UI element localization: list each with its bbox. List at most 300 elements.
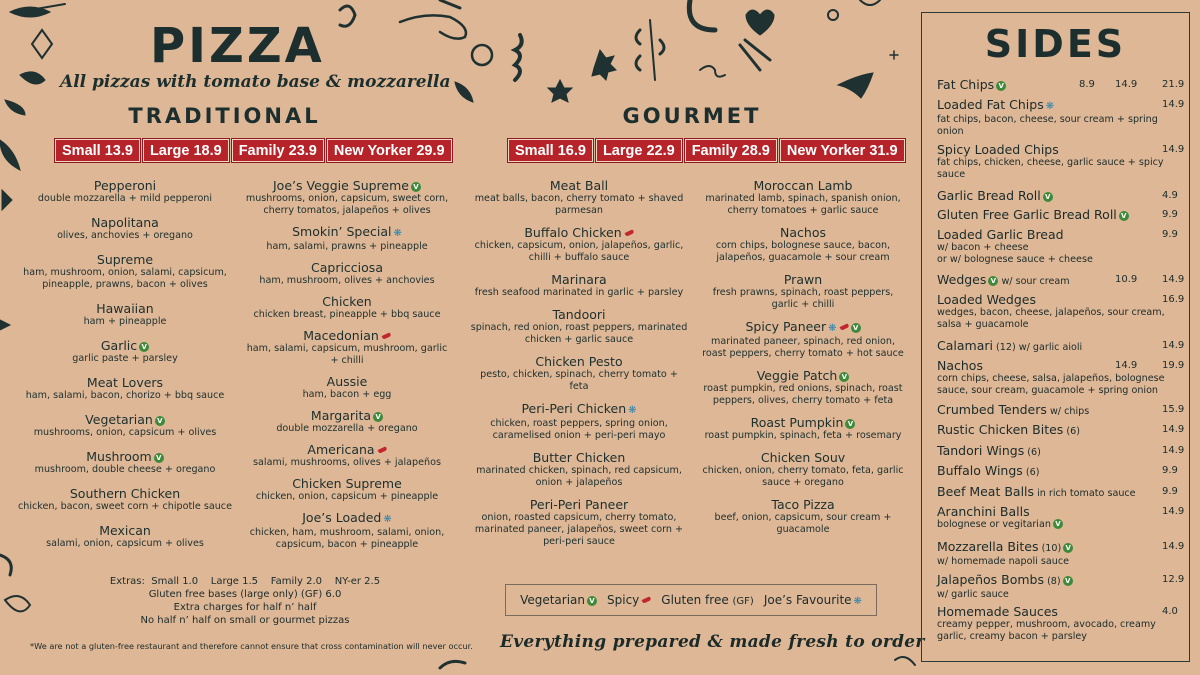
menu-item [470, 272, 688, 299]
gourmet-price-bar [508, 139, 905, 162]
page-title: PIZZA [150, 18, 325, 74]
gourmet-heading: GOURMET [622, 104, 762, 128]
side-item-name [937, 358, 1175, 373]
price-large: Large 22.9 [596, 139, 682, 162]
menu-item-name-text: Hawaiian [96, 301, 154, 316]
menu-item-name-text: Vegetarian [85, 412, 153, 427]
chili-icon [624, 229, 634, 236]
legend-gf-label: Gluten free [661, 593, 729, 607]
side-item-desc: w/ garlic sauce [937, 589, 1009, 600]
side-item-desc: bolognese or vegitarian V [937, 519, 1175, 531]
side-item-name-text: Spicy Loaded Chips [937, 142, 1059, 157]
price-large: Large 18.9 [143, 139, 229, 162]
menu-item-name-text: Prawn [783, 272, 823, 287]
menu-item-name [242, 374, 452, 389]
side-item [937, 463, 1178, 480]
side-item-note: (12) w/ garlic aioli [992, 342, 1083, 353]
menu-item-desc: double mozzarella + mild pepperoni [37, 193, 213, 204]
side-item-name-text: Wedges [937, 272, 987, 287]
menu-item-desc: salami, onion, capsicum + olives [46, 538, 204, 549]
menu-item-name [242, 178, 452, 193]
menu-item [470, 354, 688, 393]
menu-item-name-text: Veggie Patch [756, 368, 838, 383]
traditional-heading: TRADITIONAL [128, 104, 321, 128]
side-item-note: (6) [1063, 426, 1080, 437]
menu-item-name-text: Spicy Paneer [745, 319, 827, 334]
extras-line: Extra charges for half n’ half [173, 602, 317, 613]
side-item-name [937, 338, 1175, 355]
side-item-price: 21.9 [1162, 79, 1185, 90]
menu-item-name [698, 225, 908, 240]
favourite-icon: ❋ [1045, 101, 1055, 112]
menu-item-name [470, 178, 688, 193]
side-item-name-text: Mozzarella Bites [937, 539, 1039, 554]
menu-item-name-text: Chicken Pesto [535, 354, 623, 369]
menu-item-desc: marinated chicken, spinach, red capsicum, onion + jalapeños [476, 465, 682, 488]
menu-item-desc: garlic paste + parsley [72, 353, 178, 364]
menu-item [470, 307, 688, 346]
side-item-price: 14.9 [1162, 340, 1185, 351]
side-item-name [937, 188, 1175, 203]
vegetarian-icon: V [1119, 211, 1129, 221]
menu-item-name [698, 450, 908, 465]
side-item [937, 142, 1185, 180]
side-item-name [937, 604, 1175, 619]
side-item-name [937, 572, 1175, 589]
menu-item-name-text: Butter Chicken [532, 450, 626, 465]
menu-item-desc: olives, anchovies + oregano [57, 230, 193, 241]
side-item [937, 227, 1178, 265]
menu-item-name-text: Chicken [322, 294, 372, 309]
menu-item [242, 328, 452, 367]
menu-item-desc: ham, mushroom, olives + anchovies [259, 275, 435, 286]
menu-item-desc: chicken, roast peppers, spring onion, caramelised onion + peri-peri mayo [490, 418, 668, 441]
menu-item-name-text: Aussie [326, 374, 368, 389]
menu-item [242, 476, 452, 503]
menu-item [698, 272, 908, 311]
menu-item-name-text: Roast Pumpkin [750, 415, 844, 430]
menu-item [470, 178, 688, 217]
menu-item [14, 301, 236, 328]
menu-item-name [242, 294, 452, 309]
vegetarian-icon: V [154, 453, 164, 463]
menu-item-name [242, 442, 452, 457]
menu-item-desc: chicken, onion, cherry tomato, feta, garlic sauce + oregano [702, 465, 904, 488]
side-item-name-text: Fat Chips [937, 77, 995, 92]
side-item-name [937, 402, 1175, 419]
extras-line: Extras: Small 1.0 Large 1.5 Family 2.0 NY-er 2.5 [109, 576, 381, 587]
menu-item [470, 401, 688, 442]
menu-item-name-text: Americana [307, 442, 375, 457]
side-item-desc: wedges, bacon, cheese, jalapeños, sour cream, salsa + guacamole [937, 307, 1165, 330]
side-item-price: 9.9 [1162, 465, 1178, 476]
menu-item-desc: roast pumpkin, red onions, spinach, roast peppers, olives, cherry tomato + feta [703, 383, 903, 406]
side-item-price: 10.9 [1115, 274, 1138, 285]
menu-item-name-text: Buffalo Chicken [524, 225, 622, 240]
side-item-desc: w/ bacon + cheese or w/ bolognese sauce + cheese [937, 242, 1093, 265]
side-item-note: (6) [1022, 467, 1040, 478]
side-item-price: 14.9 [1162, 506, 1185, 517]
side-item [937, 338, 1185, 355]
menu-item-name-text: Joe’s Veggie Supreme [273, 178, 409, 193]
side-item-name [937, 539, 1175, 556]
subtitle: All pizzas with tomato base & mozzarella [60, 72, 451, 92]
side-item-name-text: Gluten Free Garlic Bread Roll [937, 207, 1117, 222]
menu-item-name [242, 510, 452, 527]
menu-item-desc: ham, salami, prawns + pineapple [266, 241, 428, 252]
menu-item-desc: chicken, capsicum, onion, jalapeños, garlic, chilli + buffalo sauce [474, 240, 684, 263]
side-item [937, 572, 1185, 601]
side-item [937, 97, 1185, 137]
side-item-price: 4.9 [1162, 190, 1178, 201]
menu-item [242, 224, 452, 253]
side-item-price: 14.9 [1162, 144, 1185, 155]
legend-veg-label: Vegetarian [520, 593, 586, 607]
menu-item [698, 450, 908, 489]
extras-line: Gluten free bases (large only) (GF) 6.0 [148, 589, 342, 600]
side-item-name-text: Beef Meat Balls [937, 484, 1035, 499]
traditional-column-2 [242, 178, 452, 558]
price-family: Family 23.9 [232, 139, 324, 162]
side-item-name [937, 422, 1175, 439]
menu-item-name [470, 225, 688, 240]
traditional-column-1 [14, 178, 236, 560]
menu-item-desc: onion, roasted capsicum, cherry tomato, marinated paneer, jalapeños, sweet corn + peri-peri sauce [474, 512, 684, 547]
menu-item-name [698, 178, 908, 193]
menu-item-name [470, 497, 688, 512]
side-item-name-text: Loaded Fat Chips [937, 97, 1044, 112]
side-item-price: 14.9 [1115, 360, 1138, 371]
menu-item-name [14, 486, 236, 501]
menu-item-name-text: Margarita [310, 408, 372, 423]
menu-item-name-text: Southern Chicken [69, 486, 181, 501]
menu-item-name-text: Macedonian [303, 328, 379, 343]
menu-item-name-text: Moroccan Lamb [753, 178, 853, 193]
favourite-icon: ❋ [393, 228, 402, 239]
menu-item-name-text: Marinara [551, 272, 607, 287]
menu-item-desc: spinach, red onion, roast peppers, marinated chicken + garlic sauce [470, 322, 688, 345]
legend-spicy-label: Spicy [607, 593, 640, 607]
menu-item-desc: salami, mushrooms, olives + jalapeños [253, 457, 441, 468]
gourmet-column-2 [698, 178, 908, 544]
legend-spicy [607, 593, 651, 607]
menu-item-desc: ham, salami, bacon, chorizo + bbq sauce [25, 390, 225, 401]
menu-item [14, 178, 236, 205]
menu-item-name-text: Napolitana [91, 215, 159, 230]
menu-item-name-text: Taco Pizza [771, 497, 835, 512]
side-item-name [937, 272, 1175, 289]
menu-item-name-text: Pepperoni [93, 178, 157, 193]
menu-item-name-text: Chicken Souv [760, 450, 846, 465]
menu-item-name [470, 307, 688, 322]
side-item-name [937, 504, 1175, 519]
side-item-name [937, 207, 1175, 222]
side-item-desc: fat chips, chicken, cheese, garlic sauce + spicy sauce [937, 157, 1164, 180]
side-item-price: 14.9 [1162, 274, 1185, 285]
menu-item [698, 225, 908, 264]
gluten-free-icon: ❋ [853, 596, 862, 607]
chili-icon [642, 596, 652, 603]
menu-item [242, 408, 452, 435]
side-item [937, 422, 1185, 439]
menu-item [242, 294, 452, 321]
legend-gf-code: (GF) [732, 596, 754, 607]
legend-gf [661, 593, 754, 607]
menu-item-name-text: Joe’s Loaded [302, 510, 382, 525]
menu-item-desc: chicken, bacon, sweet corn + chipotle sauce [18, 501, 232, 512]
sides-heading: SIDES [984, 22, 1127, 66]
side-item-name-text: Calamari [937, 338, 993, 353]
menu-item-name [14, 338, 236, 353]
menu-item [698, 178, 908, 217]
menu-item [698, 415, 908, 442]
menu-item-name [14, 375, 236, 390]
menu-item-name-text: Peri-Peri Paneer [529, 497, 629, 512]
price-small: Small 13.9 [55, 139, 140, 162]
menu-item-name [14, 523, 236, 538]
vegetarian-icon: V [373, 412, 383, 422]
extras-info [20, 575, 470, 627]
menu-item-desc: chicken, ham, mushroom, salami, onion, capsicum, bacon + pineapple [249, 527, 445, 550]
side-item-name-text: Rustic Chicken Bites [937, 422, 1064, 437]
menu-item [242, 260, 452, 287]
side-item-price: 14.9 [1162, 541, 1185, 552]
vegetarian-icon: V [411, 182, 421, 192]
side-item [937, 272, 1185, 289]
menu-item-name-text: Chicken Supreme [292, 476, 402, 491]
side-item-name [937, 292, 1175, 307]
side-item-name-text: Aranchini Balls [937, 504, 1030, 519]
side-item-desc: creamy pepper, mushroom, avocado, creamy garlic, creamy bacon + parsley [937, 619, 1156, 642]
vegetarian-icon: V [1043, 192, 1053, 202]
favourite-icon: ❋ [628, 405, 637, 416]
menu-item-desc: mushroom, double cheese + oregano [34, 464, 216, 475]
menu-item-desc: mushrooms, onion, capsicum, sweet corn, cherry tomatos, jalapeños + olives [245, 193, 449, 216]
menu-item [242, 178, 452, 217]
side-item-price: 8.9 [1079, 79, 1095, 90]
menu-item [698, 497, 908, 536]
vegetarian-icon: V [839, 372, 849, 382]
menu-item-name [698, 272, 908, 287]
menu-item-name-text: Smokin’ Special [292, 224, 392, 239]
side-item-desc: w/ homemade napoli sauce [937, 556, 1070, 567]
menu-item-desc: ham + pineapple [83, 316, 167, 327]
side-item [937, 539, 1185, 568]
side-item-price: 19.9 [1162, 360, 1185, 371]
menu-item-name-text: Tandoori [552, 307, 606, 322]
legend-fav-label: Joe’s Favourite [763, 593, 852, 607]
side-item-price: 14.9 [1162, 424, 1185, 435]
price-family: Family 28.9 [685, 139, 777, 162]
menu-item-name [242, 260, 452, 275]
side-item-name-text: Loaded Wedges [937, 292, 1036, 307]
menu-item-name [470, 401, 688, 418]
vegetarian-icon: V [851, 323, 861, 333]
menu-item-desc: fresh seafood marinated in garlic + parsley [474, 287, 684, 298]
side-item-name-text: Tandori Wings [937, 443, 1025, 458]
side-item-note: w/ chips [1046, 406, 1090, 417]
menu-item-desc: ham, bacon + egg [302, 389, 392, 400]
side-item [937, 188, 1178, 203]
side-item-note: (10) [1038, 543, 1062, 554]
side-item-name [937, 463, 1175, 480]
menu-item-desc: meat balls, bacon, cherry tomato + shaved parmesan [474, 193, 684, 216]
menu-item-desc: marinated paneer, spinach, red onion, roast peppers, cherry tomato + hot sauce [702, 336, 904, 359]
menu-item-desc: ham, salami, capsicum, mushroom, garlic + chilli [246, 343, 448, 366]
side-item [937, 443, 1185, 460]
menu-item-desc: ham, mushroom, onion, salami, capsicum, pineapple, prawns, bacon + olives [23, 267, 227, 290]
menu-item [14, 412, 236, 439]
gluten-disclaimer: *We are not a gluten-free restaurant and therefore cannot ensure that cross contamination will never occur. [30, 641, 473, 651]
side-item [937, 207, 1178, 222]
vegetarian-icon: V [845, 419, 855, 429]
vegetarian-icon: V [1053, 519, 1063, 529]
legend-box [505, 584, 877, 616]
side-item-price: 9.9 [1162, 209, 1178, 220]
side-item-note: in rich tomato sauce [1034, 488, 1136, 499]
menu-item [14, 486, 236, 513]
side-item-price: 9.9 [1162, 486, 1178, 497]
menu-item-desc: mushrooms, onion, capsicum + olives [33, 427, 217, 438]
favourite-icon: ❋ [383, 514, 392, 525]
side-item-name-text: Loaded Garlic Bread [937, 227, 1064, 242]
menu-item-name [14, 449, 236, 464]
side-item-name-text: Jalapeños Bombs [937, 572, 1045, 587]
side-item-price: 16.9 [1162, 294, 1185, 305]
menu-item [242, 442, 452, 469]
price-new-yorker: New Yorker 31.9 [780, 139, 905, 162]
side-item-price: 12.9 [1162, 574, 1185, 585]
menu-item-name [698, 497, 908, 512]
menu-item-name-text: Garlic [100, 338, 138, 353]
menu-item-desc: chicken, onion, capsicum + pineapple [255, 491, 439, 502]
side-item-name [937, 227, 1175, 242]
menu-item [242, 374, 452, 401]
side-item [937, 292, 1185, 330]
price-small: Small 16.9 [508, 139, 593, 162]
side-item-note: (6) [1024, 447, 1041, 458]
side-item-name [937, 142, 1175, 157]
menu-item [242, 510, 452, 551]
menu-item [14, 215, 236, 242]
gourmet-column-1 [470, 178, 688, 556]
traditional-price-bar [55, 139, 452, 162]
favourite-icon: ❋ [828, 323, 837, 334]
side-item-desc: fat chips, bacon, cheese, sour cream + spring onion [937, 114, 1158, 137]
side-item-name [937, 97, 1175, 114]
menu-item-name [242, 224, 452, 241]
menu-item-name-text: Mushroom [86, 449, 152, 464]
side-item [937, 77, 1185, 92]
menu-item [14, 523, 236, 550]
side-item-price: 9.9 [1162, 229, 1178, 240]
side-item-name [937, 77, 1175, 92]
menu-item-name-text: Nachos [780, 225, 826, 240]
vegetarian-icon: V [587, 596, 597, 606]
menu-item-name-text: Peri-Peri Chicken [521, 401, 627, 416]
menu-item-desc: double mozzarella + oregano [276, 423, 418, 434]
menu-item-name [698, 368, 908, 383]
side-item-price: 4.0 [1162, 606, 1178, 617]
menu-item [470, 225, 688, 264]
side-item [937, 402, 1185, 419]
menu-item-name-text: Meat Lovers [86, 375, 164, 390]
menu-item-name [242, 476, 452, 491]
vegetarian-icon: V [1063, 576, 1073, 586]
menu-item-name [14, 412, 236, 427]
tagline: Everything prepared & made fresh to order [500, 632, 925, 652]
menu-item [698, 319, 908, 360]
menu-item-desc: corn chips, bolognese sauce, bacon, jalapeños, guacamole + sour cream [715, 240, 891, 263]
extras-line: No half n’ half on small or gourmet pizzas [140, 615, 350, 626]
chili-icon [839, 323, 849, 330]
side-item-note: w/ sour cream [998, 276, 1070, 287]
menu-item [14, 338, 236, 365]
menu-item-desc: fresh prawns, spinach, roast peppers, garlic + chilli [712, 287, 894, 310]
vegetarian-icon: V [988, 276, 998, 286]
menu-item [470, 450, 688, 489]
menu-item-name [242, 328, 452, 343]
side-item-price: 14.9 [1162, 99, 1185, 110]
vegetarian-icon: V [1063, 543, 1073, 553]
vegetarian-icon: V [996, 81, 1006, 91]
side-item-name-text: Crumbed Tenders [937, 402, 1047, 417]
menu-item-desc: beef, onion, capsicum, sour cream + guacamole [714, 512, 892, 535]
menu-item-desc: pesto, chicken, spinach, cherry tomato + feta [480, 369, 678, 392]
chili-icon [381, 332, 391, 339]
menu-item-name-text: Supreme [96, 252, 154, 267]
menu-item [470, 497, 688, 548]
vegetarian-icon: V [139, 342, 149, 352]
menu-item-name [14, 301, 236, 316]
price-new-yorker: New Yorker 29.9 [327, 139, 452, 162]
menu-item-name-text: Meat Ball [549, 178, 609, 193]
menu-item-name [14, 215, 236, 230]
menu-item-desc: chicken breast, pineapple + bbq sauce [253, 309, 441, 320]
menu-item [14, 449, 236, 476]
vegetarian-icon: V [155, 416, 165, 426]
side-item-desc: corn chips, cheese, salsa, jalapeños, bolognese sauce, sour cream, guacamole + spring onion [937, 373, 1165, 396]
side-item [937, 358, 1185, 396]
side-item [937, 504, 1185, 531]
side-item-price: 14.9 [1162, 445, 1185, 456]
side-item [937, 484, 1178, 501]
menu-item-name-text: Mexican [99, 523, 151, 538]
side-item [937, 604, 1178, 642]
side-item-name-text: Buffalo Wings [937, 463, 1023, 478]
menu-item-desc: roast pumpkin, spinach, feta + rosemary [704, 430, 902, 441]
side-item-note: (8) [1044, 576, 1061, 587]
menu-item-name [698, 415, 908, 430]
side-item-name-text: Nachos [937, 358, 983, 373]
menu-item-name [470, 450, 688, 465]
menu-item-name [470, 272, 688, 287]
menu-item [698, 368, 908, 407]
side-item-name-text: Garlic Bread Roll [937, 188, 1041, 203]
legend-fav [764, 593, 862, 607]
menu-item-name [14, 252, 236, 267]
side-item-name [937, 443, 1175, 460]
side-item-name-text: Homemade Sauces [937, 604, 1058, 619]
menu-item-name [470, 354, 688, 369]
side-item-price: 15.9 [1162, 404, 1185, 415]
menu-item [14, 252, 236, 291]
legend-veg [520, 593, 597, 607]
chili-icon [377, 446, 387, 453]
menu-item-name [14, 178, 236, 193]
side-item-name [937, 484, 1175, 501]
menu-item-name [242, 408, 452, 423]
